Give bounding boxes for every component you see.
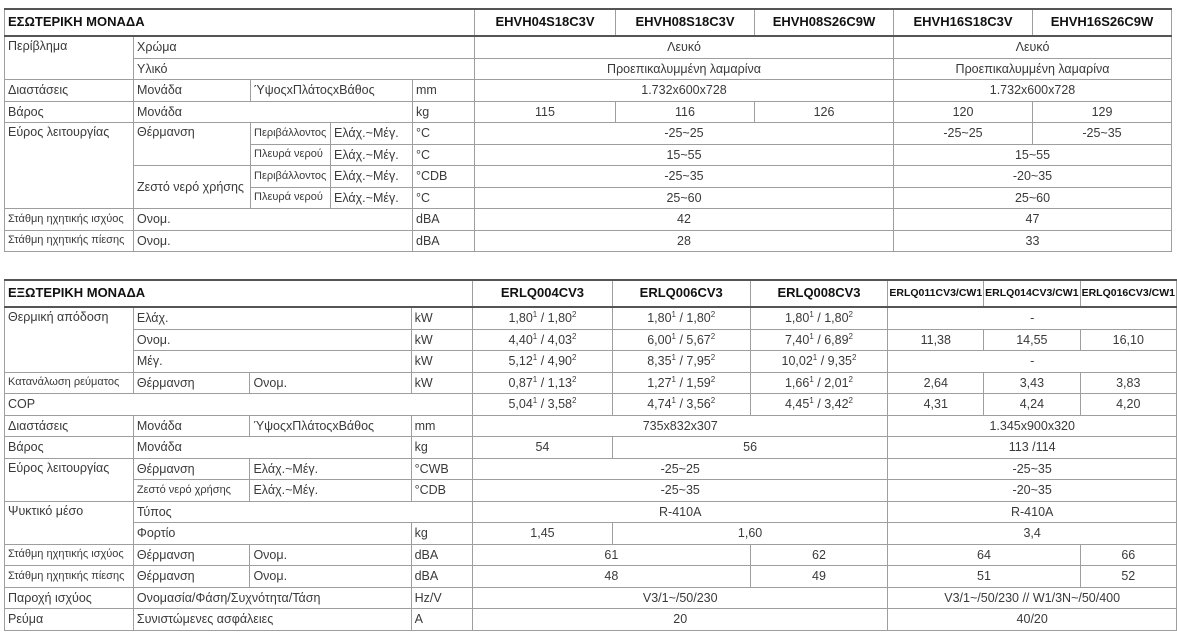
capacity-min-2: 1,80$^1$ / 1,80$^2$ [612,307,750,329]
cell-value: 4,45 [784,397,810,412]
odims-detail: ΎψοςxΠλάτοςxΒάθος [250,415,411,437]
outdoor-model-1: ERLQ004CV3 [473,280,613,307]
footnote-marker: 2 [710,331,716,341]
swl-sub: Ονομ. [134,209,413,231]
odims-unit: mm [411,415,472,437]
dims-sub: Μονάδα [134,80,251,102]
table-row [5,101,1172,123]
swl-value-b: 47 [894,209,1172,231]
oswl-sub: Θέρμανση [133,544,250,566]
range-minmax: Ελάχ.~Μέγ. [331,144,413,166]
table-row [5,415,1177,437]
range-ambient: Περιβάλλοντος [251,166,331,188]
cell-value: 4,90 [547,354,572,369]
oswl-a2: 62 [750,544,888,566]
cell-value: 6,89 [824,332,849,347]
cell-value: 3,42 [824,397,849,412]
footnote-marker: 2 [848,395,853,405]
footnote-marker: 1 [671,352,676,362]
capacity-max-b: - [888,351,1177,373]
cell-value: 1,27 [647,375,672,390]
outdoor-model-4: ERLQ011CV3/CW1 [888,280,984,307]
odims-label: Διαστάσεις [5,415,134,437]
capacity-nom-4: 11,38 [888,329,984,351]
cell-value: 5,67 [686,332,711,347]
oswl-label: Στάθμη ηχητικής ισχύος [5,544,134,566]
range-dhw-wat-b: 25~60 [894,187,1172,209]
spl-unit: dBA [413,230,475,252]
dims-value-b: 1.732x600x728 [894,80,1172,102]
capacity-max-1: 5,12$^1$ / 4,90$^2$ [473,351,613,373]
capacity-nom-5: 14,55 [984,329,1080,351]
table-row [5,480,1177,502]
refrigerant-charge-b: 3,4 [888,523,1177,545]
cell-value: 1,66 [784,375,810,390]
material-label: Υλικό [134,58,475,80]
orange-heat-b: -25~35 [888,458,1177,480]
indoor-model-2: EHVH08S18C3V [616,9,755,36]
table-row [5,587,1177,609]
refrigerant-type-label: Τύπος [133,501,472,523]
weight-unit: kg [413,101,475,123]
cell-value: 0,87 [508,375,533,390]
power-1: 0,87$^1$ / 1,13$^2$ [473,372,613,394]
range-heat-amb-b1: -25~25 [894,123,1033,145]
cell-value: 1,80 [508,311,533,326]
orange-dhw-b: -20~35 [888,480,1177,502]
footnote-marker: 1 [671,309,676,319]
power-5: 3,43 [984,372,1080,394]
supply-sub: Ονομασία/Φάση/Συχνότητα/Τάση [133,587,411,609]
spl-sub: Ονομ. [134,230,413,252]
cop-1: 5,04$^1$ / 3,58$^2$ [473,394,613,416]
refrigerant-charge-a2: 1,60 [612,523,888,545]
capacity-min-3: 1,80$^1$ / 1,80$^2$ [750,307,888,329]
supply-label: Παροχή ισχύος [5,587,134,609]
oswl-detail: Ονομ. [250,544,411,566]
refrigerant-charge-label: Φορτίο [133,523,411,545]
cell-value: 4,74 [647,397,672,412]
current-unit: A [411,609,472,631]
cell-value: 6,00 [647,332,672,347]
range-minmax: Ελάχ.~Μέγ. [331,187,413,209]
odims-sub: Μονάδα [133,415,250,437]
power-label: Κατανάλωση ρεύματος [5,372,134,394]
cell-value: 1,80 [686,311,711,326]
capacity-max-3: 10,02$^1$ / 9,35$^2$ [750,351,888,373]
oweight-sub: Μονάδα [133,437,411,459]
footnote-marker: 1 [809,374,814,384]
swl-unit: dBA [413,209,475,231]
swl-value-a: 42 [475,209,894,231]
outdoor-unit-table [4,279,1177,631]
casing-label: Περίβλημα [5,36,134,80]
cell-value: 4,03 [547,332,572,347]
weight-v5: 129 [1033,101,1172,123]
oweight-label: Βάρος [5,437,134,459]
orange-heat-a: -25~25 [473,458,888,480]
dims-detail: ΎψοςxΠλάτοςxΒάθος [251,80,413,102]
range-dhw: Ζεστό νερό χρήσης [134,166,251,209]
footnote-marker: 2 [710,309,716,319]
range-water: Πλευρά νερού [251,144,331,166]
color-value-b: Λευκό [894,36,1172,58]
footnote-marker: 2 [848,331,853,341]
current-value-b: 40/20 [888,609,1177,631]
spl-value-b: 33 [894,230,1172,252]
power-unit: kW [411,372,472,394]
footnote-marker: 1 [532,309,538,319]
cell-value: 7,95 [686,354,711,369]
orange-dhw: Ζεστό νερό χρήσης [133,480,250,502]
range-dhw-amb-a: -25~35 [475,166,894,188]
outdoor-model-2: ERLQ006CV3 [612,280,750,307]
swl-label: Στάθμη ηχητικής ισχύος [5,209,134,231]
range-heat-amb-b2: -25~35 [1033,123,1172,145]
range-heat-amb-a: -25~25 [475,123,894,145]
ospl-detail: Ονομ. [250,566,411,588]
cell-value: 4,40 [508,332,533,347]
cell-value: 1,80 [824,311,849,326]
orange-minmax: Ελάχ.~Μέγ. [250,480,411,502]
capacity-min-1: 1,80$^1$ / 1,80$^2$ [473,307,613,329]
supply-value-a: V3/1~/50/230 [473,587,888,609]
footnote-marker: 2 [572,352,577,362]
capacity-max-2: 8,35$^1$ / 7,95$^2$ [612,351,750,373]
power-detail: Ονομ. [250,372,411,394]
current-value-a: 20 [473,609,888,631]
oswl-b1: 64 [888,544,1080,566]
dims-label: Διαστάσεις [5,80,134,102]
indoor-unit-table [4,8,1172,252]
cop-6: 4,20 [1080,394,1176,416]
refrigerant-charge-a1: 1,45 [473,523,613,545]
footnote-marker: 1 [532,395,538,405]
indoor-model-4: EHVH16S18C3V [894,9,1033,36]
table-row [5,609,1177,631]
footnote-marker: 2 [848,374,853,384]
odims-value-b: 1.345x900x320 [888,415,1177,437]
capacity-nom-6: 16,10 [1080,329,1176,351]
footnote-marker: 2 [572,331,577,341]
footnote-marker: 1 [532,331,538,341]
orange-heating: Θέρμανση [133,458,250,480]
capacity-min-b: - [888,307,1177,329]
cell-value: 2,01 [824,375,849,390]
table-row [5,544,1177,566]
footnote-marker: 2 [572,395,577,405]
footnote-marker: 1 [809,395,814,405]
footnote-marker: 2 [572,374,577,384]
dims-value-a: 1.732x600x728 [475,80,894,102]
table-row [5,166,1172,188]
power-sub: Θέρμανση [133,372,250,394]
ospl-unit: dBA [411,566,472,588]
table-row [5,523,1177,545]
ospl-b1: 51 [888,566,1080,588]
range-heat-wat-b: 15~55 [894,144,1172,166]
table-row [5,394,1177,416]
cell-value: 1,80 [547,311,572,326]
cell-value: 5,12 [508,354,533,369]
ospl-sub: Θέρμανση [133,566,250,588]
oswl-a1: 61 [473,544,751,566]
table-row [5,458,1177,480]
indoor-model-5: EHVH16S26C9W [1033,9,1172,36]
footnote-marker: 1 [532,352,538,362]
footnote-marker: 2 [852,352,857,362]
footnote-marker: 1 [812,352,818,362]
material-value-b: Προεπικαλυμμένη λαμαρίνα [894,58,1172,80]
range-minmax: Ελάχ.~Μέγ. [331,166,413,188]
capacity-nom-2: 6,00$^1$ / 5,67$^2$ [612,329,750,351]
range-unit: °C [413,123,475,145]
indoor-model-1: EHVH04S18C3V [475,9,616,36]
dims-unit: mm [413,80,475,102]
power-2: 1,27$^1$ / 1,59$^2$ [612,372,750,394]
footnote-marker: 1 [671,374,676,384]
footnote-marker: 2 [710,374,716,384]
weight-v1: 115 [475,101,616,123]
table-row [5,372,1177,394]
ospl-a2: 49 [750,566,888,588]
range-unit: °CDB [413,166,475,188]
footnote-marker: 1 [671,331,676,341]
refrigerant-label: Ψυκτικό μέσο [5,501,134,544]
cell-value: 8,35 [647,354,672,369]
footnote-marker: 2 [572,309,577,319]
current-sub: Συνιστώμενες ασφάλειες [133,609,411,631]
spl-label: Στάθμη ηχητικής πίεσης [5,230,134,252]
weight-v4: 120 [894,101,1033,123]
range-ambient: Περιβάλλοντος [251,123,331,145]
supply-value-b: V3/1~/50/230 // W1/3N~/50/400 [888,587,1177,609]
cell-value: 5,04 [508,397,533,412]
orange-unit: °CWB [411,458,472,480]
refrigerant-type-b: R-410A [888,501,1177,523]
capacity-label: Θερμική απόδοση [5,307,134,372]
material-value-a: Προεπικαλυμμένη λαμαρίνα [475,58,894,80]
table-row [5,209,1172,231]
table-row [5,566,1177,588]
footnote-marker: 2 [710,395,716,405]
orange-minmax: Ελάχ.~Μέγ. [250,458,411,480]
color-value-a: Λευκό [475,36,894,58]
range-dhw-wat-a: 25~60 [475,187,894,209]
oweight-a2: 56 [612,437,888,459]
table-row [5,80,1172,102]
capacity-unit: kW [411,329,472,351]
cell-value: 3,56 [686,397,711,412]
capacity-nom-1: 4,40$^1$ / 4,03$^2$ [473,329,613,351]
oswl-unit: dBA [411,544,472,566]
cop-label: COP [5,394,473,416]
weight-sub: Μονάδα [134,101,413,123]
table-row [5,501,1177,523]
capacity-nom-3: 7,40$^1$ / 6,89$^2$ [750,329,888,351]
orange-unit: °CDB [411,480,472,502]
range-minmax: Ελάχ.~Μέγ. [331,123,413,145]
ospl-label: Στάθμη ηχητικής πίεσης [5,566,134,588]
footnote-marker: 1 [671,395,676,405]
indoor-model-3: EHVH08S26C9W [755,9,894,36]
supply-unit: Hz/V [411,587,472,609]
power-6: 3,83 [1080,372,1176,394]
table-row [5,58,1172,80]
cell-value: 10,02 [781,354,813,369]
oweight-a1: 54 [473,437,613,459]
spl-value-a: 28 [475,230,894,252]
indoor-header-row [5,9,1172,36]
outdoor-model-3: ERLQ008CV3 [750,280,888,307]
footnote-marker: 1 [809,309,814,319]
oswl-b2: 66 [1080,544,1176,566]
weight-label: Βάρος [5,101,134,123]
cell-value: 1,13 [547,375,572,390]
range-unit: °C [413,187,475,209]
cell-value: 1,59 [686,375,711,390]
oweight-b: 113 /114 [888,437,1177,459]
cell-value: 7,40 [784,332,810,347]
orange-label: Εύρος λειτουργίας [5,458,134,501]
range-dhw-amb-b: -20~35 [894,166,1172,188]
table-row [5,329,1177,351]
table-row [5,307,1177,329]
range-unit: °C [413,144,475,166]
outdoor-model-5: ERLQ014CV3/CW1 [984,280,1080,307]
range-water: Πλευρά νερού [251,187,331,209]
cop-4: 4,31 [888,394,984,416]
odims-value-a: 735x832x307 [473,415,888,437]
table-row [5,36,1172,58]
color-label: Χρώμα [134,36,475,58]
cell-value: 1,80 [647,311,672,326]
orange-dhw-a: -25~35 [473,480,888,502]
capacity-nom-label: Ονομ. [133,329,411,351]
capacity-unit: kW [411,351,472,373]
weight-v3: 126 [755,101,894,123]
power-4: 2,64 [888,372,984,394]
table-row [5,351,1177,373]
cop-2: 4,74$^1$ / 3,56$^2$ [612,394,750,416]
cell-value: 9,35 [827,354,852,369]
current-label: Ρεύμα [5,609,134,631]
oweight-unit: kg [411,437,472,459]
weight-v2: 116 [616,101,755,123]
capacity-unit: kW [411,307,472,329]
range-heating: Θέρμανση [134,123,251,166]
outdoor-model-6: ERLQ016CV3/CW1 [1080,280,1176,307]
footnote-marker: 1 [809,331,814,341]
table-row [5,123,1172,145]
cell-value: 3,58 [547,397,572,412]
refrigerant-type-a: R-410A [473,501,888,523]
indoor-title: ΕΣΩΤΕΡΙΚΗ ΜΟΝΑΔΑ [5,9,475,36]
range-label: Εύρος λειτουργίας [5,123,134,209]
power-3: 1,66$^1$ / 2,01$^2$ [750,372,888,394]
range-heat-wat-a: 15~55 [475,144,894,166]
outdoor-header-row [5,280,1177,307]
cop-5: 4,24 [984,394,1080,416]
footnote-marker: 1 [532,374,538,384]
cell-value: 1,80 [784,311,810,326]
cop-3: 4,45$^1$ / 3,42$^2$ [750,394,888,416]
ospl-a1: 48 [473,566,751,588]
footnote-marker: 2 [710,352,716,362]
capacity-min-label: Ελάχ. [133,307,411,329]
table-row [5,230,1172,252]
ospl-b2: 52 [1080,566,1176,588]
outdoor-title: ΕΞΩΤΕΡΙΚΗ ΜΟΝΑΔΑ [5,280,473,307]
table-row [5,437,1177,459]
refrigerant-unit: kg [411,523,472,545]
capacity-max-label: Μέγ. [133,351,411,373]
footnote-marker: 2 [848,309,853,319]
